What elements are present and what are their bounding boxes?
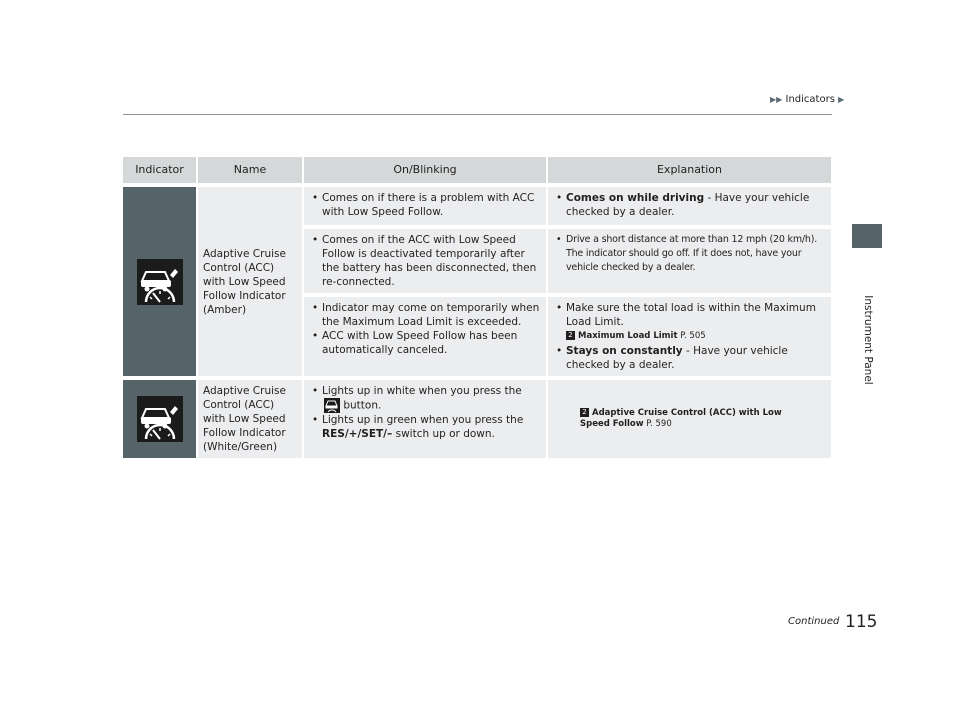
header-rule <box>123 114 832 115</box>
explanation-cell <box>548 225 831 293</box>
indicator-name-cell: Adaptive Cruise Control (ACC) with Low Speed Follow Indicator (White/Green) <box>198 376 304 458</box>
table-row <box>123 376 831 458</box>
col-header-on-blinking: On/Blinking <box>304 157 548 183</box>
triangle-right-icon: ▶ <box>838 95 845 104</box>
acc-amber-indicator-icon <box>137 259 183 305</box>
page-number: 115 <box>845 612 878 632</box>
reference-arrow-icon: 2 <box>566 331 575 340</box>
breadcrumb-label[interactable]: Indicators <box>785 94 835 105</box>
list-item: • ACC with Low Speed Follow has been automatically canceled. <box>312 329 542 357</box>
triangle-right-icon: ▶▶ <box>770 95 783 104</box>
list-item: • Drive a short distance at more than 12 mph (20 km/h). The indicator should go off. If it does not, have your vehicle checked by a dealer. <box>556 233 827 275</box>
indicator-cell <box>123 183 198 376</box>
on-blinking-cell <box>304 183 548 225</box>
col-header-explanation: Explanation <box>548 157 831 183</box>
explanation-cell <box>548 293 831 376</box>
acc-button-icon <box>324 398 340 413</box>
section-tab-marker <box>852 224 882 248</box>
on-blinking-cell <box>304 225 548 293</box>
table-header-row <box>123 157 831 183</box>
col-header-indicator: Indicator <box>123 157 198 183</box>
list-item: • Stays on constantly - Have your vehicle checked by a dealer. <box>556 344 827 372</box>
indicator-cell <box>123 376 198 458</box>
page-reference-link[interactable]: 2 Maximum Load Limit P. 505 <box>566 331 827 342</box>
reference-arrow-icon: 2 <box>580 408 589 417</box>
section-tab-label: Instrument Panel <box>862 295 874 385</box>
list-item: • Comes on while driving - Have your vehicle checked by a dealer. <box>556 191 827 219</box>
list-item: • Indicator may come on temporarily when the Maximum Load Limit is exceeded. <box>312 301 542 329</box>
list-item: • Comes on if the ACC with Low Speed Follow is deactivated temporarily after the battery has been disconnected, then re-connected. <box>312 233 542 289</box>
breadcrumb <box>770 94 844 105</box>
indicator-table <box>123 157 831 458</box>
acc-white-green-indicator-icon <box>137 396 183 442</box>
on-blinking-cell <box>304 293 548 376</box>
list-item: • Comes on if there is a problem with ACC with Low Speed Follow. <box>312 191 542 219</box>
list-item: • Make sure the total load is within the Maximum Load Limit. <box>556 301 827 329</box>
page-reference-link[interactable]: 2 Adaptive Cruise Control (ACC) with Low Speed Follow P. 590 <box>580 408 782 429</box>
on-blinking-cell <box>304 376 548 458</box>
list-item: • Lights up in green when you press the RES/+/SET/– switch up or down. <box>312 413 542 441</box>
indicator-name-cell: Adaptive Cruise Control (ACC) with Low Speed Follow Indicator (Amber) <box>198 183 304 376</box>
col-header-name: Name <box>198 157 304 183</box>
list-item: • Lights up in white when you press the button. <box>312 384 542 413</box>
table-row <box>123 183 831 225</box>
explanation-cell <box>548 183 831 225</box>
continued-label: Continued <box>788 616 840 627</box>
explanation-cell <box>548 376 831 458</box>
